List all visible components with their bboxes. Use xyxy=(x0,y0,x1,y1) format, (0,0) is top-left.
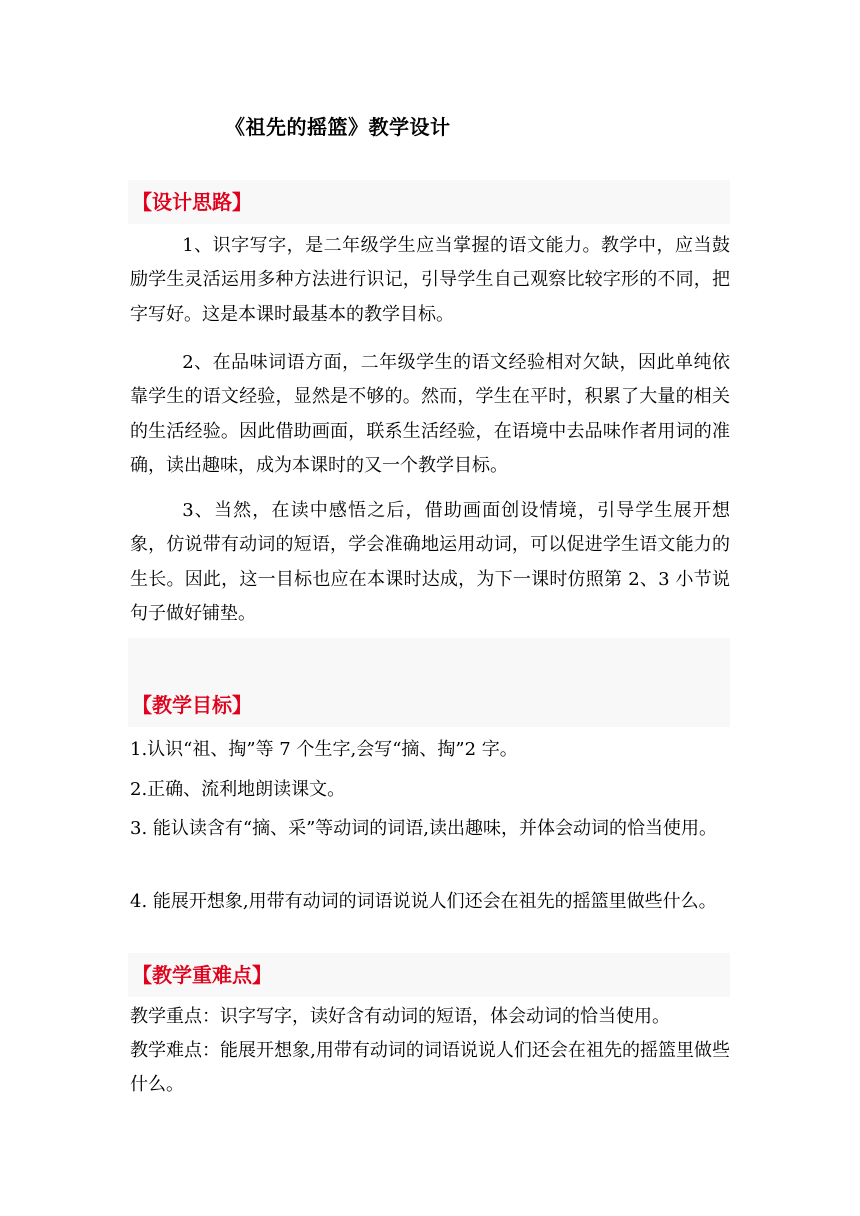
design-idea-paragraph-2: 2、在品味词语方面，二年级学生的语文经验相对欠缺，因此单纯依靠学生的语文经验，显然是不够的。然而，学生在平时，积累了大量的相关的生活经验。因此借助画面，联系生活经验，在语境中去品味作者用词的准确，读出趣味，成为本课时的又一个教学目标。 xyxy=(130,352,730,476)
key-points-heading-band xyxy=(128,953,730,997)
goals-heading: 【教学目标】 xyxy=(132,693,252,717)
goal-item-4: 4. 能展开想象,用带有动词的词语说说人们还会在祖先的摇篮里做些什么。 xyxy=(130,891,717,912)
design-idea-heading: 【设计思路】 xyxy=(132,190,252,214)
design-idea-heading-band xyxy=(128,180,730,224)
document-title: 《祖先的摇篮》教学设计 xyxy=(225,115,451,139)
section-spacer xyxy=(128,638,730,683)
design-idea-paragraph-1: 1、识字写字，是二年级学生应当掌握的语文能力。教学中，应当鼓励学生灵活运用多种方法进行识记，引导学生自己观察比较字形的不同，把字写好。这是本课时最基本的教学目标。 xyxy=(130,235,730,325)
goals-heading-band xyxy=(128,683,730,727)
design-idea-paragraph-3: 3、当然，在读中感悟之后，借助画面创设情境，引导学生展开想象，仿说带有动词的短语，学会准确地运用动词，可以促进学生语文能力的生长。因此，这一目标也应在本课时达成，为下一课时仿照第 2、3 小节说句子做好铺垫。 xyxy=(130,500,730,624)
goal-item-2: 2.正确、流利地朗读课文。 xyxy=(130,779,346,800)
teaching-key-point: 教学重点：识字写字，读好含有动词的短语，体会动词的恰当使用。 xyxy=(130,1006,670,1027)
teaching-difficulty: 教学难点：能展开想象,用带有动词的词语说说人们还会在祖先的摇篮里做些什么。 xyxy=(130,1040,730,1096)
goal-item-3: 3. 能认读含有“摘、采”等动词的词语,读出趣味，并体会动词的恰当使用。 xyxy=(130,818,718,839)
goal-item-1: 1.认识“祖、掏”等 7 个生字,会写“摘、掏”2 字。 xyxy=(130,739,518,760)
key-points-heading: 【教学重难点】 xyxy=(132,963,272,987)
